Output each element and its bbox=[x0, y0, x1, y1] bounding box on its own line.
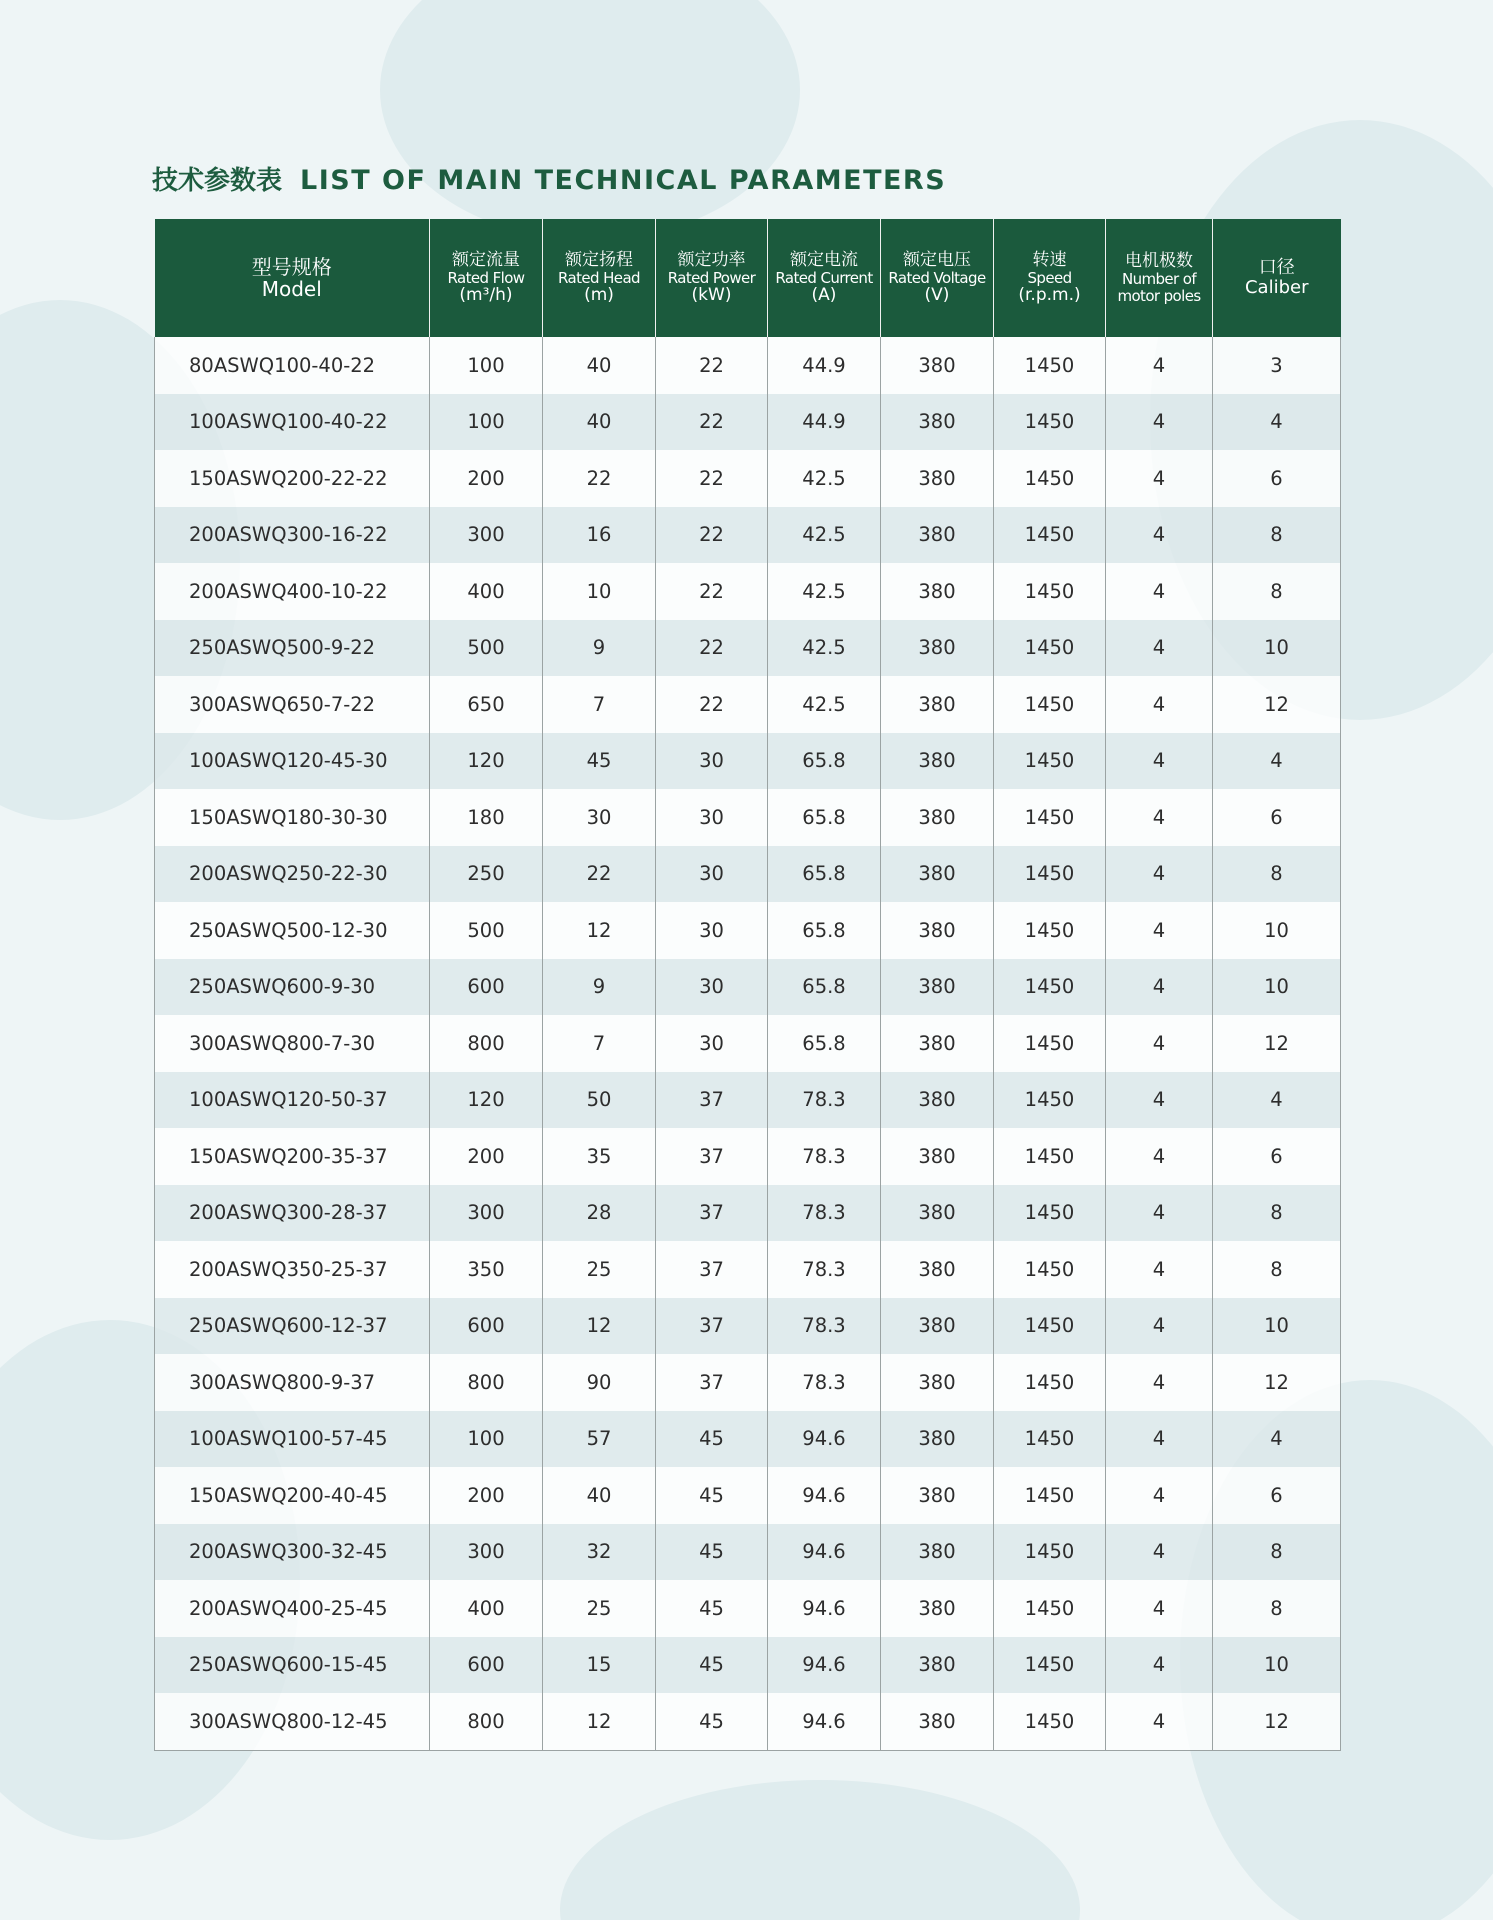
cell-speed: 1450 bbox=[994, 1467, 1106, 1524]
cell-caliber: 6 bbox=[1213, 1467, 1341, 1524]
cell-rated-power: 45 bbox=[656, 1580, 768, 1637]
cell-motor-poles: 4 bbox=[1106, 676, 1213, 733]
cell-model: 250ASWQ600-15-45 bbox=[155, 1637, 430, 1694]
column-header-cn: 转速 bbox=[1032, 249, 1067, 270]
table-row bbox=[155, 676, 1341, 733]
table-row bbox=[155, 1128, 1341, 1185]
cell-rated-voltage: 380 bbox=[881, 1072, 994, 1129]
cell-caliber: 12 bbox=[1213, 1693, 1341, 1750]
cell-speed: 1450 bbox=[994, 1298, 1106, 1355]
cell-motor-poles: 4 bbox=[1106, 1693, 1213, 1750]
cell-motor-poles: 4 bbox=[1106, 620, 1213, 677]
cell-rated-voltage: 380 bbox=[881, 676, 994, 733]
cell-caliber: 10 bbox=[1213, 902, 1341, 959]
cell-motor-poles: 4 bbox=[1106, 1354, 1213, 1411]
cell-rated-power: 45 bbox=[656, 1411, 768, 1468]
cell-model: 200ASWQ250-22-30 bbox=[155, 846, 430, 903]
column-header-cn: 额定电压 bbox=[903, 249, 971, 270]
column-header-unit: (A) bbox=[811, 285, 837, 306]
cell-rated-current: 65.8 bbox=[768, 1015, 881, 1072]
cell-rated-flow: 200 bbox=[430, 450, 543, 507]
column-header-en: Rated Flow bbox=[447, 268, 525, 287]
cell-rated-flow: 500 bbox=[430, 620, 543, 677]
cell-rated-power: 45 bbox=[656, 1467, 768, 1524]
cell-rated-power: 45 bbox=[656, 1524, 768, 1581]
cell-motor-poles: 4 bbox=[1106, 337, 1213, 394]
cell-rated-power: 22 bbox=[656, 394, 768, 451]
cell-caliber: 6 bbox=[1213, 789, 1341, 846]
cell-speed: 1450 bbox=[994, 1128, 1106, 1185]
cell-caliber: 8 bbox=[1213, 1241, 1341, 1298]
cell-model: 150ASWQ200-22-22 bbox=[155, 450, 430, 507]
cell-rated-current: 78.3 bbox=[768, 1185, 881, 1242]
column-header-en: Speed bbox=[1027, 268, 1072, 287]
cell-caliber: 8 bbox=[1213, 846, 1341, 903]
cell-motor-poles: 4 bbox=[1106, 959, 1213, 1016]
column-header-cn: 额定功率 bbox=[677, 249, 746, 270]
table-row bbox=[155, 1637, 1341, 1694]
table-row bbox=[155, 789, 1341, 846]
cell-rated-flow: 650 bbox=[430, 676, 543, 733]
cell-speed: 1450 bbox=[994, 450, 1106, 507]
column-header-en: Rated Power bbox=[667, 268, 756, 287]
table-row bbox=[155, 563, 1341, 620]
cell-rated-flow: 300 bbox=[430, 1524, 543, 1581]
cell-rated-power: 22 bbox=[656, 337, 768, 394]
cell-motor-poles: 4 bbox=[1106, 1467, 1213, 1524]
cell-caliber: 8 bbox=[1213, 563, 1341, 620]
column-header-cn: 电机极数 bbox=[1125, 250, 1193, 271]
cell-model: 100ASWQ120-45-30 bbox=[155, 733, 430, 790]
cell-rated-head: 30 bbox=[543, 789, 656, 846]
cell-rated-flow: 800 bbox=[430, 1354, 543, 1411]
cell-rated-voltage: 380 bbox=[881, 1128, 994, 1185]
cell-rated-head: 25 bbox=[543, 1241, 656, 1298]
cell-rated-voltage: 380 bbox=[881, 789, 994, 846]
cell-rated-power: 37 bbox=[656, 1128, 768, 1185]
cell-motor-poles: 4 bbox=[1106, 846, 1213, 903]
cell-model: 200ASWQ300-32-45 bbox=[155, 1524, 430, 1581]
cell-rated-voltage: 380 bbox=[881, 1015, 994, 1072]
page-title-en: LIST OF MAIN TECHNICAL PARAMETERS bbox=[300, 165, 947, 196]
cell-rated-head: 28 bbox=[543, 1185, 656, 1242]
cell-rated-flow: 800 bbox=[430, 1015, 543, 1072]
cell-motor-poles: 4 bbox=[1106, 1128, 1213, 1185]
cell-rated-voltage: 380 bbox=[881, 1411, 994, 1468]
cell-rated-current: 94.6 bbox=[768, 1467, 881, 1524]
cell-motor-poles: 4 bbox=[1106, 1411, 1213, 1468]
cell-rated-power: 37 bbox=[656, 1072, 768, 1129]
cell-motor-poles: 4 bbox=[1106, 1524, 1213, 1581]
cell-speed: 1450 bbox=[994, 1580, 1106, 1637]
cell-rated-head: 7 bbox=[543, 1015, 656, 1072]
cell-rated-power: 37 bbox=[656, 1354, 768, 1411]
cell-motor-poles: 4 bbox=[1106, 394, 1213, 451]
cell-rated-flow: 400 bbox=[430, 563, 543, 620]
cell-rated-power: 37 bbox=[656, 1185, 768, 1242]
cell-rated-head: 90 bbox=[543, 1354, 656, 1411]
cell-caliber: 6 bbox=[1213, 450, 1341, 507]
cell-rated-power: 45 bbox=[656, 1637, 768, 1694]
cell-rated-flow: 500 bbox=[430, 902, 543, 959]
cell-rated-power: 30 bbox=[656, 1015, 768, 1072]
cell-rated-flow: 600 bbox=[430, 959, 543, 1016]
cell-speed: 1450 bbox=[994, 507, 1106, 564]
cell-caliber: 12 bbox=[1213, 676, 1341, 733]
cell-rated-current: 94.6 bbox=[768, 1637, 881, 1694]
table-header-row bbox=[155, 219, 1341, 337]
cell-motor-poles: 4 bbox=[1106, 1580, 1213, 1637]
cell-rated-voltage: 380 bbox=[881, 1467, 994, 1524]
cell-rated-power: 22 bbox=[656, 676, 768, 733]
cell-model: 100ASWQ120-50-37 bbox=[155, 1072, 430, 1129]
cell-rated-power: 30 bbox=[656, 733, 768, 790]
cell-rated-head: 40 bbox=[543, 394, 656, 451]
cell-model: 300ASWQ650-7-22 bbox=[155, 676, 430, 733]
table-row bbox=[155, 1354, 1341, 1411]
table-row bbox=[155, 1411, 1341, 1468]
cell-speed: 1450 bbox=[994, 902, 1106, 959]
cell-rated-current: 42.5 bbox=[768, 563, 881, 620]
cell-speed: 1450 bbox=[994, 1637, 1106, 1694]
column-header-cn: 口径 bbox=[1258, 256, 1295, 278]
cell-caliber: 4 bbox=[1213, 394, 1341, 451]
table-row bbox=[155, 1298, 1341, 1355]
cell-motor-poles: 4 bbox=[1106, 1637, 1213, 1694]
cell-rated-voltage: 380 bbox=[881, 1241, 994, 1298]
cell-speed: 1450 bbox=[994, 1072, 1106, 1129]
column-header-rated-flow bbox=[430, 219, 543, 337]
cell-speed: 1450 bbox=[994, 563, 1106, 620]
cell-rated-power: 37 bbox=[656, 1298, 768, 1355]
cell-rated-flow: 100 bbox=[430, 1411, 543, 1468]
column-header-en: Rated Voltage bbox=[888, 268, 986, 287]
table-row bbox=[155, 902, 1341, 959]
cell-caliber: 8 bbox=[1213, 1524, 1341, 1581]
column-header-rated-voltage bbox=[881, 219, 994, 337]
cell-caliber: 12 bbox=[1213, 1015, 1341, 1072]
cell-rated-flow: 120 bbox=[430, 1072, 543, 1129]
cell-model: 80ASWQ100-40-22 bbox=[155, 337, 430, 394]
cell-rated-voltage: 380 bbox=[881, 507, 994, 564]
column-header-speed bbox=[994, 219, 1106, 337]
cell-motor-poles: 4 bbox=[1106, 450, 1213, 507]
cell-rated-head: 45 bbox=[543, 733, 656, 790]
cell-model: 300ASWQ800-12-45 bbox=[155, 1693, 430, 1750]
cell-rated-head: 50 bbox=[543, 1072, 656, 1129]
cell-rated-head: 25 bbox=[543, 1580, 656, 1637]
cell-speed: 1450 bbox=[994, 1241, 1106, 1298]
cell-speed: 1450 bbox=[994, 1524, 1106, 1581]
column-header-unit: (m³/h) bbox=[459, 285, 513, 306]
cell-rated-voltage: 380 bbox=[881, 1637, 994, 1694]
cell-speed: 1450 bbox=[994, 676, 1106, 733]
cell-rated-current: 94.6 bbox=[768, 1580, 881, 1637]
cell-rated-power: 30 bbox=[656, 789, 768, 846]
cell-rated-head: 22 bbox=[543, 846, 656, 903]
column-header-en: Model bbox=[261, 277, 322, 301]
table-row bbox=[155, 1241, 1341, 1298]
cell-rated-voltage: 380 bbox=[881, 450, 994, 507]
cell-speed: 1450 bbox=[994, 846, 1106, 903]
column-header-unit: (kW) bbox=[691, 285, 732, 306]
cell-rated-current: 94.6 bbox=[768, 1693, 881, 1750]
cell-motor-poles: 4 bbox=[1106, 789, 1213, 846]
cell-rated-head: 57 bbox=[543, 1411, 656, 1468]
cell-model: 300ASWQ800-7-30 bbox=[155, 1015, 430, 1072]
cell-rated-voltage: 380 bbox=[881, 1354, 994, 1411]
cell-model: 200ASWQ300-16-22 bbox=[155, 507, 430, 564]
column-header-cn: 额定流量 bbox=[452, 249, 520, 270]
table-row bbox=[155, 507, 1341, 564]
cell-rated-current: 65.8 bbox=[768, 902, 881, 959]
cell-caliber: 3 bbox=[1213, 337, 1341, 394]
cell-rated-head: 40 bbox=[543, 337, 656, 394]
cell-motor-poles: 4 bbox=[1106, 507, 1213, 564]
cell-caliber: 4 bbox=[1213, 1072, 1341, 1129]
cell-rated-current: 94.6 bbox=[768, 1411, 881, 1468]
cell-speed: 1450 bbox=[994, 1411, 1106, 1468]
cell-rated-head: 12 bbox=[543, 1693, 656, 1750]
cell-rated-flow: 200 bbox=[430, 1467, 543, 1524]
column-header-en: Rated Current bbox=[775, 268, 873, 287]
table-row bbox=[155, 450, 1341, 507]
cell-rated-current: 78.3 bbox=[768, 1298, 881, 1355]
column-header-cn: 额定扬程 bbox=[565, 249, 633, 270]
cell-rated-power: 22 bbox=[656, 563, 768, 620]
cell-caliber: 10 bbox=[1213, 1298, 1341, 1355]
table-row bbox=[155, 1072, 1341, 1129]
cell-model: 250ASWQ600-12-37 bbox=[155, 1298, 430, 1355]
cell-rated-current: 42.5 bbox=[768, 676, 881, 733]
page-title-cn: 技术参数表 bbox=[152, 166, 283, 196]
cell-rated-flow: 200 bbox=[430, 1128, 543, 1185]
column-header-rated-current bbox=[768, 219, 881, 337]
cell-model: 100ASWQ100-40-22 bbox=[155, 394, 430, 451]
cell-rated-flow: 250 bbox=[430, 846, 543, 903]
column-header-en: Number of motor poles bbox=[1117, 269, 1201, 305]
column-header-motor-poles bbox=[1106, 219, 1213, 337]
cell-speed: 1450 bbox=[994, 394, 1106, 451]
cell-rated-flow: 350 bbox=[430, 1241, 543, 1298]
cell-caliber: 6 bbox=[1213, 1128, 1341, 1185]
cell-model: 250ASWQ500-12-30 bbox=[155, 902, 430, 959]
cell-rated-current: 42.5 bbox=[768, 620, 881, 677]
cell-rated-power: 22 bbox=[656, 620, 768, 677]
column-header-unit: (r.p.m.) bbox=[1018, 285, 1081, 306]
cell-motor-poles: 4 bbox=[1106, 1298, 1213, 1355]
cell-rated-flow: 600 bbox=[430, 1298, 543, 1355]
cell-rated-voltage: 380 bbox=[881, 959, 994, 1016]
cell-rated-head: 9 bbox=[543, 959, 656, 1016]
cell-model: 250ASWQ600-9-30 bbox=[155, 959, 430, 1016]
cell-rated-voltage: 380 bbox=[881, 394, 994, 451]
column-header-cn: 额定电流 bbox=[790, 249, 858, 270]
cell-rated-current: 44.9 bbox=[768, 394, 881, 451]
cell-model: 200ASWQ350-25-37 bbox=[155, 1241, 430, 1298]
cell-rated-current: 78.3 bbox=[768, 1354, 881, 1411]
cell-rated-current: 94.6 bbox=[768, 1524, 881, 1581]
column-header-cn: 型号规格 bbox=[251, 254, 332, 279]
cell-model: 150ASWQ180-30-30 bbox=[155, 789, 430, 846]
column-header-caliber bbox=[1213, 219, 1341, 337]
cell-caliber: 10 bbox=[1213, 620, 1341, 677]
cell-speed: 1450 bbox=[994, 337, 1106, 394]
cell-rated-head: 9 bbox=[543, 620, 656, 677]
table-row bbox=[155, 1693, 1341, 1750]
cell-rated-voltage: 380 bbox=[881, 733, 994, 790]
column-header-unit: (V) bbox=[924, 285, 950, 306]
cell-caliber: 4 bbox=[1213, 1411, 1341, 1468]
cell-caliber: 10 bbox=[1213, 959, 1341, 1016]
cell-motor-poles: 4 bbox=[1106, 563, 1213, 620]
cell-rated-voltage: 380 bbox=[881, 563, 994, 620]
cell-rated-voltage: 380 bbox=[881, 620, 994, 677]
cell-rated-voltage: 380 bbox=[881, 1298, 994, 1355]
cell-model: 150ASWQ200-35-37 bbox=[155, 1128, 430, 1185]
cell-motor-poles: 4 bbox=[1106, 1015, 1213, 1072]
cell-rated-head: 35 bbox=[543, 1128, 656, 1185]
cell-rated-flow: 100 bbox=[430, 394, 543, 451]
column-header-en: Rated Head bbox=[558, 268, 640, 287]
table-row bbox=[155, 1185, 1341, 1242]
table-row bbox=[155, 1467, 1341, 1524]
cell-speed: 1450 bbox=[994, 789, 1106, 846]
cell-rated-head: 22 bbox=[543, 450, 656, 507]
cell-rated-current: 65.8 bbox=[768, 846, 881, 903]
watermark-shape bbox=[380, 0, 800, 240]
cell-rated-voltage: 380 bbox=[881, 1580, 994, 1637]
cell-model: 200ASWQ300-28-37 bbox=[155, 1185, 430, 1242]
cell-rated-current: 78.3 bbox=[768, 1072, 881, 1129]
cell-rated-head: 12 bbox=[543, 1298, 656, 1355]
cell-motor-poles: 4 bbox=[1106, 733, 1213, 790]
cell-rated-head: 40 bbox=[543, 1467, 656, 1524]
column-header-model bbox=[155, 219, 430, 337]
cell-rated-power: 22 bbox=[656, 450, 768, 507]
cell-rated-voltage: 380 bbox=[881, 1185, 994, 1242]
cell-rated-current: 42.5 bbox=[768, 507, 881, 564]
table-row bbox=[155, 733, 1341, 790]
table-row bbox=[155, 620, 1341, 677]
table-row bbox=[155, 959, 1341, 1016]
cell-rated-flow: 120 bbox=[430, 733, 543, 790]
table-row bbox=[155, 1015, 1341, 1072]
cell-rated-flow: 600 bbox=[430, 1637, 543, 1694]
cell-caliber: 8 bbox=[1213, 507, 1341, 564]
cell-rated-head: 7 bbox=[543, 676, 656, 733]
table-body bbox=[155, 337, 1341, 1750]
table-row bbox=[155, 1580, 1341, 1637]
cell-rated-flow: 400 bbox=[430, 1580, 543, 1637]
page-title bbox=[152, 160, 946, 197]
cell-rated-head: 16 bbox=[543, 507, 656, 564]
technical-parameters-table bbox=[154, 219, 1341, 1751]
cell-rated-current: 65.8 bbox=[768, 789, 881, 846]
cell-rated-current: 78.3 bbox=[768, 1128, 881, 1185]
cell-speed: 1450 bbox=[994, 733, 1106, 790]
cell-rated-flow: 300 bbox=[430, 1185, 543, 1242]
cell-model: 300ASWQ800-9-37 bbox=[155, 1354, 430, 1411]
cell-rated-flow: 300 bbox=[430, 507, 543, 564]
cell-rated-voltage: 380 bbox=[881, 1524, 994, 1581]
cell-rated-flow: 180 bbox=[430, 789, 543, 846]
table-row bbox=[155, 394, 1341, 451]
watermark-shape bbox=[560, 1780, 1080, 1920]
cell-rated-current: 65.8 bbox=[768, 733, 881, 790]
cell-caliber: 10 bbox=[1213, 1637, 1341, 1694]
cell-speed: 1450 bbox=[994, 620, 1106, 677]
cell-rated-voltage: 380 bbox=[881, 1693, 994, 1750]
cell-speed: 1450 bbox=[994, 1185, 1106, 1242]
cell-rated-power: 30 bbox=[656, 959, 768, 1016]
table-row bbox=[155, 846, 1341, 903]
cell-rated-power: 22 bbox=[656, 507, 768, 564]
cell-caliber: 12 bbox=[1213, 1354, 1341, 1411]
cell-rated-power: 45 bbox=[656, 1693, 768, 1750]
cell-rated-current: 44.9 bbox=[768, 337, 881, 394]
cell-rated-current: 42.5 bbox=[768, 450, 881, 507]
cell-model: 200ASWQ400-25-45 bbox=[155, 1580, 430, 1637]
column-header-rated-head bbox=[543, 219, 656, 337]
cell-rated-power: 30 bbox=[656, 902, 768, 959]
cell-rated-flow: 100 bbox=[430, 337, 543, 394]
cell-rated-head: 12 bbox=[543, 902, 656, 959]
cell-rated-power: 37 bbox=[656, 1241, 768, 1298]
table-row bbox=[155, 1524, 1341, 1581]
cell-model: 250ASWQ500-9-22 bbox=[155, 620, 430, 677]
cell-rated-voltage: 380 bbox=[881, 902, 994, 959]
cell-motor-poles: 4 bbox=[1106, 902, 1213, 959]
cell-speed: 1450 bbox=[994, 1354, 1106, 1411]
cell-caliber: 4 bbox=[1213, 733, 1341, 790]
cell-rated-head: 32 bbox=[543, 1524, 656, 1581]
column-header-rated-power bbox=[656, 219, 768, 337]
table-row bbox=[155, 337, 1341, 394]
column-header-unit: (m) bbox=[584, 285, 614, 306]
column-header-en: Caliber bbox=[1244, 277, 1309, 298]
cell-rated-head: 15 bbox=[543, 1637, 656, 1694]
cell-rated-current: 78.3 bbox=[768, 1241, 881, 1298]
cell-model: 100ASWQ100-57-45 bbox=[155, 1411, 430, 1468]
cell-motor-poles: 4 bbox=[1106, 1185, 1213, 1242]
cell-caliber: 8 bbox=[1213, 1185, 1341, 1242]
cell-motor-poles: 4 bbox=[1106, 1072, 1213, 1129]
cell-model: 150ASWQ200-40-45 bbox=[155, 1467, 430, 1524]
cell-speed: 1450 bbox=[994, 1015, 1106, 1072]
cell-rated-head: 10 bbox=[543, 563, 656, 620]
cell-motor-poles: 4 bbox=[1106, 1241, 1213, 1298]
cell-rated-voltage: 380 bbox=[881, 337, 994, 394]
cell-rated-current: 65.8 bbox=[768, 959, 881, 1016]
cell-speed: 1450 bbox=[994, 1693, 1106, 1750]
cell-rated-power: 30 bbox=[656, 846, 768, 903]
cell-model: 200ASWQ400-10-22 bbox=[155, 563, 430, 620]
cell-rated-voltage: 380 bbox=[881, 846, 994, 903]
cell-speed: 1450 bbox=[994, 959, 1106, 1016]
cell-caliber: 8 bbox=[1213, 1580, 1341, 1637]
cell-rated-flow: 800 bbox=[430, 1693, 543, 1750]
